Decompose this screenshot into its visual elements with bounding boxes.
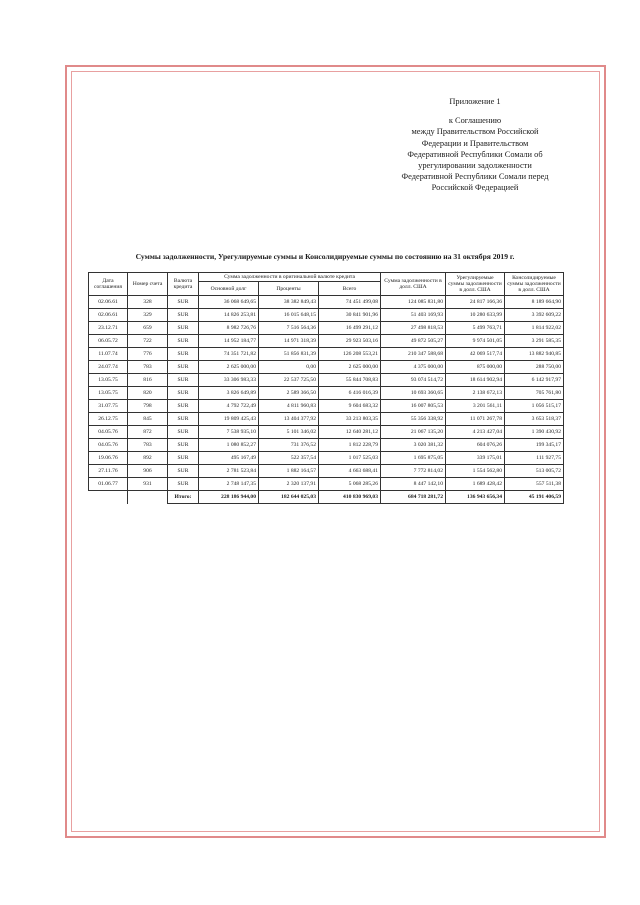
totals-settled: 136 943 656,34 [446,491,505,504]
table-row: 19.06.76 892 SUR 495 167,49 522 357,54 1 017 525,03 1 695 875,05 339 175,01 111 927,75 [89,452,564,465]
totals-interest: 182 644 025,03 [259,491,319,504]
table-row: 24.07.74 783 SUR 2 625 000,00 0,00 2 625 000,00 4 375 000,00 875 000,00 288 750,00 [89,361,564,374]
table-row: 23.12.71 659 SUR 8 982 726,76 7 516 564,36 16 499 291,12 27 498 818,53 5 499 763,71 1 814 922,02 [89,322,564,335]
table-row: 04.05.76 872 SUR 7 538 935,10 5 101 346,02 12 640 281,12 21 067 135,20 4 213 427,04 1 390 430,92 [89,426,564,439]
table-row: 06.05.72 722 SUR 14 952 184,77 14 971 318,39 29 923 503,16 49 872 505,27 9 974 501,05 3 291 585,35 [89,335,564,348]
totals-principal: 228 186 944,00 [199,491,259,504]
appendix-line: урегулировании задолженности [418,161,532,171]
table-row: 11.07.74 776 SUR 74 351 721,82 51 856 831,39 126 208 553,21 210 347 588,68 42 069 517,74 13 882 940,85 [89,348,564,361]
appendix-line: Российской Федерацией [431,183,519,193]
table-row: 13.05.75 820 SUR 3 826 649,89 2 589 366,50 6 416 016,39 10 693 360,65 2 138 672,13 705 761,80 [89,387,564,400]
appendix-number: Приложение 1 [449,97,501,106]
totals-total: 410 830 969,03 [319,491,381,504]
table-row: 27.11.76 906 SUR 2 781 523,84 1 882 164,57 4 663 688,41 7 772 814,02 1 554 562,80 513 005,72 [89,465,564,478]
header-principal: Основной долг [199,282,259,296]
table-row: 02.06.61 328 SUR 36 068 649,65 38 382 849,43 74 451 499,08 124 085 831,80 24 817 166,36 8 189 664,90 [89,296,564,309]
appendix-line: Федерации и Правительством [421,138,529,148]
table-row: 26.12.75 845 SUR 19 809 425,43 13 404 377,92 33 213 803,35 55 356 338,92 11 071 267,78 3 653 518,37 [89,413,564,426]
header-consolidated: Консолидируемые суммы задолженности в долл. США [505,273,564,296]
header-usd: Сумма задолженности в долл. США [381,273,446,296]
table-row: 01.06.77 931 SUR 2 748 147,35 2 320 137,91 5 068 285,26 8 447 142,10 1 689 428,42 557 511,38 [89,478,564,491]
totals-row [89,491,564,504]
totals-usd: 684 718 281,72 [381,491,446,504]
table-row: 04.05.76 783 SUR 1 080 852,27 731 376,52 1 812 228,79 3 020 381,32 604 076,26 199 345,17 [89,439,564,452]
appendix-line: Федеративной Республики Сомали перед [401,172,549,182]
header-account: Номер счета [128,273,168,296]
appendix-line: Федеративной Республики Сомали об [407,149,543,159]
header-total: Всего [319,282,381,296]
table-row: 31.07.75 798 SUR 4 792 722,49 4 811 960,83 9 604 683,32 16 007 805,53 3 201 561,11 1 056 515,17 [89,400,564,413]
header-interest: Проценты [259,282,319,296]
appendix-heading [380,96,570,194]
totals-consolidated: 45 191 406,59 [505,491,564,504]
table-row: 02.06.61 329 SUR 14 826 253,81 16 015 648,15 30 841 901,96 51 403 169,93 10 280 633,99 3 392 609,22 [89,309,564,322]
header-currency: Валюта кредита [168,273,199,296]
header-settled: Урегулируемые суммы задолженности в долл. США [446,273,505,296]
table-row: 13.05.75 816 SUR 33 306 983,33 22 537 725,50 55 844 708,83 93 074 514,72 18 614 902,94 6 142 917,97 [89,374,564,387]
totals-label: Итого: [168,491,199,504]
header-original-currency-group: Сумма задолженности в оригинальной валюте кредита [199,273,381,282]
header-date: Дата соглашения [89,273,128,296]
table-title: Суммы задолженности, Урегулируемые суммы и Консолидируемые суммы по состоянию на 31 октября 2019 г. [135,252,515,261]
debt-table [88,272,564,504]
appendix-line: к Соглашению [448,116,502,126]
appendix-line: между Правительством Российской [411,127,539,137]
